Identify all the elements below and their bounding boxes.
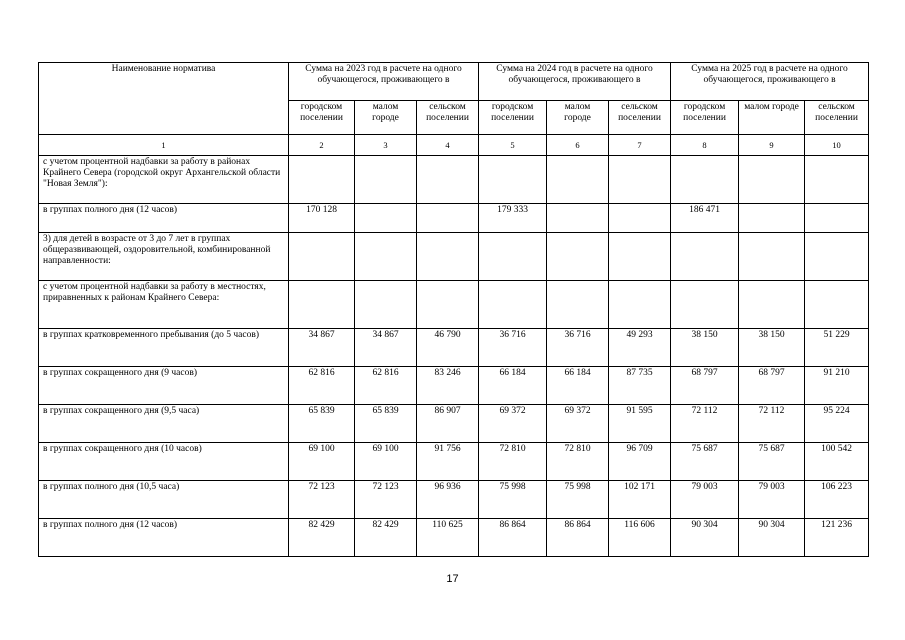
header-sub-cell: сельском поселении [609,101,671,135]
value-cell [805,156,869,204]
value-cell: 179 333 [479,204,547,233]
value-cell [739,281,805,329]
value-cell [417,233,479,281]
value-cell: 75 687 [671,443,739,481]
value-cell: 69 100 [289,443,355,481]
table-row [39,281,869,329]
header-sub-cell: малом городе [355,101,417,135]
value-cell: 38 150 [739,329,805,367]
value-cell [289,156,355,204]
value-cell [805,233,869,281]
header-row-groups [39,63,869,101]
table-body [39,156,869,557]
value-cell [547,281,609,329]
value-cell: 86 864 [547,519,609,557]
value-cell: 36 716 [479,329,547,367]
header-sub-cell: сельском поселении [805,101,869,135]
value-cell [609,233,671,281]
value-cell [739,233,805,281]
value-cell: 106 223 [805,481,869,519]
value-cell [417,204,479,233]
value-cell [289,281,355,329]
column-number: 8 [671,135,739,156]
value-cell: 91 756 [417,443,479,481]
value-cell: 83 246 [417,367,479,405]
value-cell [739,156,805,204]
value-cell [289,233,355,281]
header-sub-cell: городском поселении [289,101,355,135]
value-cell: 69 100 [355,443,417,481]
value-cell: 62 816 [289,367,355,405]
row-label: с учетом процентной надбавки за работу в районах Крайнего Севера (городской округ Архангельской области "Новая Земля"): [39,156,289,204]
value-cell [417,156,479,204]
value-cell: 86 864 [479,519,547,557]
table-row [39,367,869,405]
value-cell [805,281,869,329]
value-cell: 86 907 [417,405,479,443]
value-cell: 91 210 [805,367,869,405]
table-row [39,233,869,281]
value-cell: 62 816 [355,367,417,405]
table-row [39,405,869,443]
value-cell: 34 867 [355,329,417,367]
value-cell [671,156,739,204]
value-cell [355,233,417,281]
column-number-row [39,135,869,156]
value-cell [479,233,547,281]
header-sub-cell: сельском поселении [417,101,479,135]
value-cell: 72 123 [289,481,355,519]
value-cell: 79 003 [739,481,805,519]
column-number: 9 [739,135,805,156]
value-cell [671,281,739,329]
value-cell [547,233,609,281]
header-group-2025: Сумма на 2025 год в расчете на одного обучающегося, проживающего в [671,63,869,101]
column-number: 4 [417,135,479,156]
column-number: 2 [289,135,355,156]
value-cell: 96 709 [609,443,671,481]
row-label: в группах сокращенного дня (9,5 часа) [39,405,289,443]
table-row [39,443,869,481]
value-cell: 90 304 [739,519,805,557]
value-cell [547,204,609,233]
column-number: 1 [39,135,289,156]
row-label: 3) для детей в возрасте от 3 до 7 лет в группах общеразвивающей, оздоровительной, комбинированной направленности: [39,233,289,281]
row-label: в группах кратковременного пребывания (до 5 часов) [39,329,289,367]
column-number: 5 [479,135,547,156]
value-cell: 82 429 [355,519,417,557]
header-group-2024: Сумма на 2024 год в расчете на одного обучающегося, проживающего в [479,63,671,101]
row-label: в группах полного дня (12 часов) [39,204,289,233]
header-name-cell: Наименование норматива [39,63,289,135]
value-cell: 95 224 [805,405,869,443]
row-label: в группах сокращенного дня (9 часов) [39,367,289,405]
value-cell: 75 687 [739,443,805,481]
value-cell [355,156,417,204]
value-cell: 66 184 [547,367,609,405]
value-cell: 72 112 [739,405,805,443]
value-cell: 79 003 [671,481,739,519]
value-cell: 87 735 [609,367,671,405]
normatives-table [38,62,869,557]
value-cell: 69 372 [479,405,547,443]
value-cell: 72 112 [671,405,739,443]
value-cell: 66 184 [479,367,547,405]
value-cell: 38 150 [671,329,739,367]
value-cell: 186 471 [671,204,739,233]
value-cell: 72 810 [547,443,609,481]
value-cell: 72 123 [355,481,417,519]
value-cell: 34 867 [289,329,355,367]
value-cell [479,281,547,329]
header-group-2023: Сумма на 2023 год в расчете на одного обучающегося, проживающего в [289,63,479,101]
value-cell: 72 810 [479,443,547,481]
header-sub-cell: городском поселении [479,101,547,135]
column-number: 7 [609,135,671,156]
value-cell: 68 797 [739,367,805,405]
page-number: 17 [446,573,459,585]
value-cell [417,281,479,329]
table-row [39,204,869,233]
value-cell [609,204,671,233]
value-cell: 65 839 [289,405,355,443]
row-label: с учетом процентной надбавки за работу в местностях, приравненных к районам Крайнего Севера: [39,281,289,329]
value-cell: 96 936 [417,481,479,519]
value-cell [671,233,739,281]
table-row [39,329,869,367]
value-cell: 116 606 [609,519,671,557]
row-label: в группах полного дня (10,5 часа) [39,481,289,519]
value-cell: 36 716 [547,329,609,367]
row-label: в группах полного дня (12 часов) [39,519,289,557]
value-cell: 90 304 [671,519,739,557]
value-cell: 82 429 [289,519,355,557]
value-cell [355,204,417,233]
value-cell [479,156,547,204]
value-cell: 46 790 [417,329,479,367]
value-cell: 51 229 [805,329,869,367]
value-cell: 68 797 [671,367,739,405]
value-cell: 102 171 [609,481,671,519]
value-cell: 49 293 [609,329,671,367]
value-cell: 110 625 [417,519,479,557]
value-cell: 121 236 [805,519,869,557]
row-label: в группах сокращенного дня (10 часов) [39,443,289,481]
header-sub-cell: городском поселении [671,101,739,135]
value-cell [547,156,609,204]
value-cell [739,204,805,233]
column-number: 6 [547,135,609,156]
header-sub-cell: малом городе [739,101,805,135]
value-cell [355,281,417,329]
header-sub-cell: малом городе [547,101,609,135]
table-row [39,519,869,557]
value-cell: 91 595 [609,405,671,443]
value-cell [609,156,671,204]
value-cell: 69 372 [547,405,609,443]
value-cell: 65 839 [355,405,417,443]
value-cell: 75 998 [547,481,609,519]
column-number: 10 [805,135,869,156]
column-number: 3 [355,135,417,156]
table-row [39,156,869,204]
value-cell: 75 998 [479,481,547,519]
table-row [39,481,869,519]
value-cell [805,204,869,233]
value-cell: 100 542 [805,443,869,481]
value-cell: 170 128 [289,204,355,233]
value-cell [609,281,671,329]
